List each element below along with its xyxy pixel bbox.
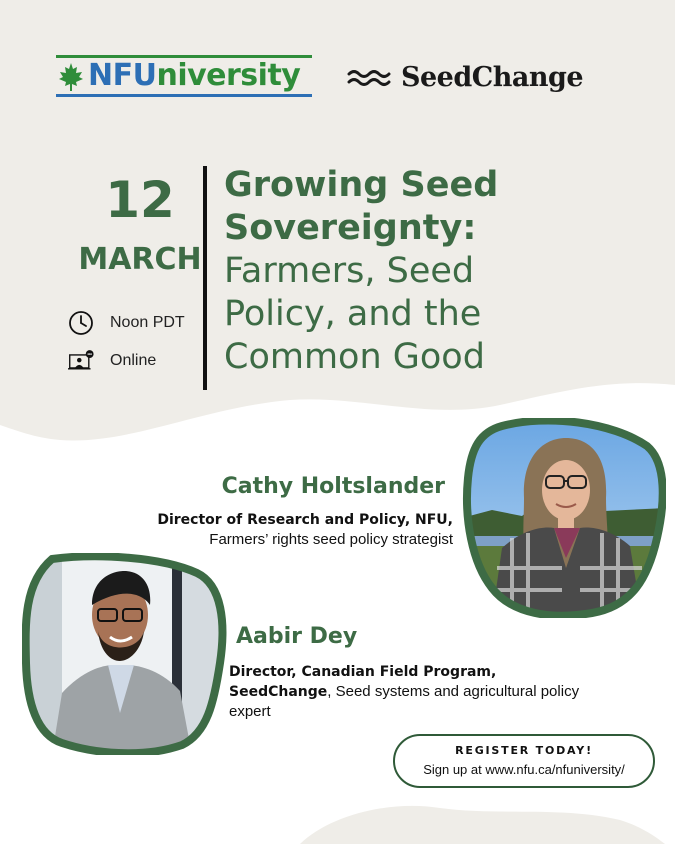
speaker-2-title: Director, Canadian Field Program, bbox=[229, 664, 497, 680]
nfuniversity-logo bbox=[56, 55, 312, 97]
speaker-photo-aabir bbox=[22, 553, 228, 755]
seedchange-wordmark: SeedChange bbox=[401, 62, 584, 93]
speaker-2-name: Aabir Dey bbox=[236, 624, 358, 649]
clock-icon bbox=[68, 310, 94, 336]
title-line-2: Sovereignty: bbox=[224, 208, 477, 248]
event-location: Online bbox=[110, 352, 157, 369]
register-label: REGISTER TODAY! bbox=[455, 744, 593, 757]
signup-link[interactable]: Sign up at www.nfu.ca/nfuniversity/ bbox=[423, 762, 625, 777]
title-line-3: Farmers, Seed bbox=[224, 251, 475, 291]
register-box[interactable] bbox=[393, 734, 655, 788]
online-meeting-icon bbox=[68, 348, 94, 374]
title-line-4: Policy, and the bbox=[224, 294, 482, 334]
speaker-1-name: Cathy Holtslander bbox=[221, 474, 445, 499]
wave-icon bbox=[347, 68, 393, 88]
nfu-logo-suffix: niversity bbox=[156, 58, 301, 93]
speaker-1-role bbox=[113, 510, 453, 549]
maple-leaf-icon bbox=[58, 62, 84, 92]
event-location-row bbox=[68, 348, 156, 374]
event-title bbox=[224, 164, 654, 379]
event-time-row bbox=[68, 310, 185, 336]
title-line-1: Growing Seed bbox=[224, 165, 499, 205]
event-month: MARCH bbox=[78, 242, 202, 277]
speaker-1-description: Farmers’ rights seed policy strategist bbox=[209, 531, 453, 548]
speaker-2-role bbox=[229, 662, 589, 721]
speaker-1-title: Director of Research and Policy, NFU, bbox=[157, 512, 453, 528]
nfu-logo-prefix: NFU bbox=[88, 58, 157, 93]
event-time: Noon PDT bbox=[110, 314, 185, 331]
title-line-5: Common Good bbox=[224, 337, 485, 377]
vertical-divider bbox=[203, 166, 207, 390]
speaker-2-org: SeedChange bbox=[229, 684, 328, 700]
event-day: 12 bbox=[105, 171, 175, 229]
speaker-2-description: , Seed systems and agricultural policy expert bbox=[229, 683, 580, 720]
speaker-photo-cathy bbox=[462, 418, 666, 618]
